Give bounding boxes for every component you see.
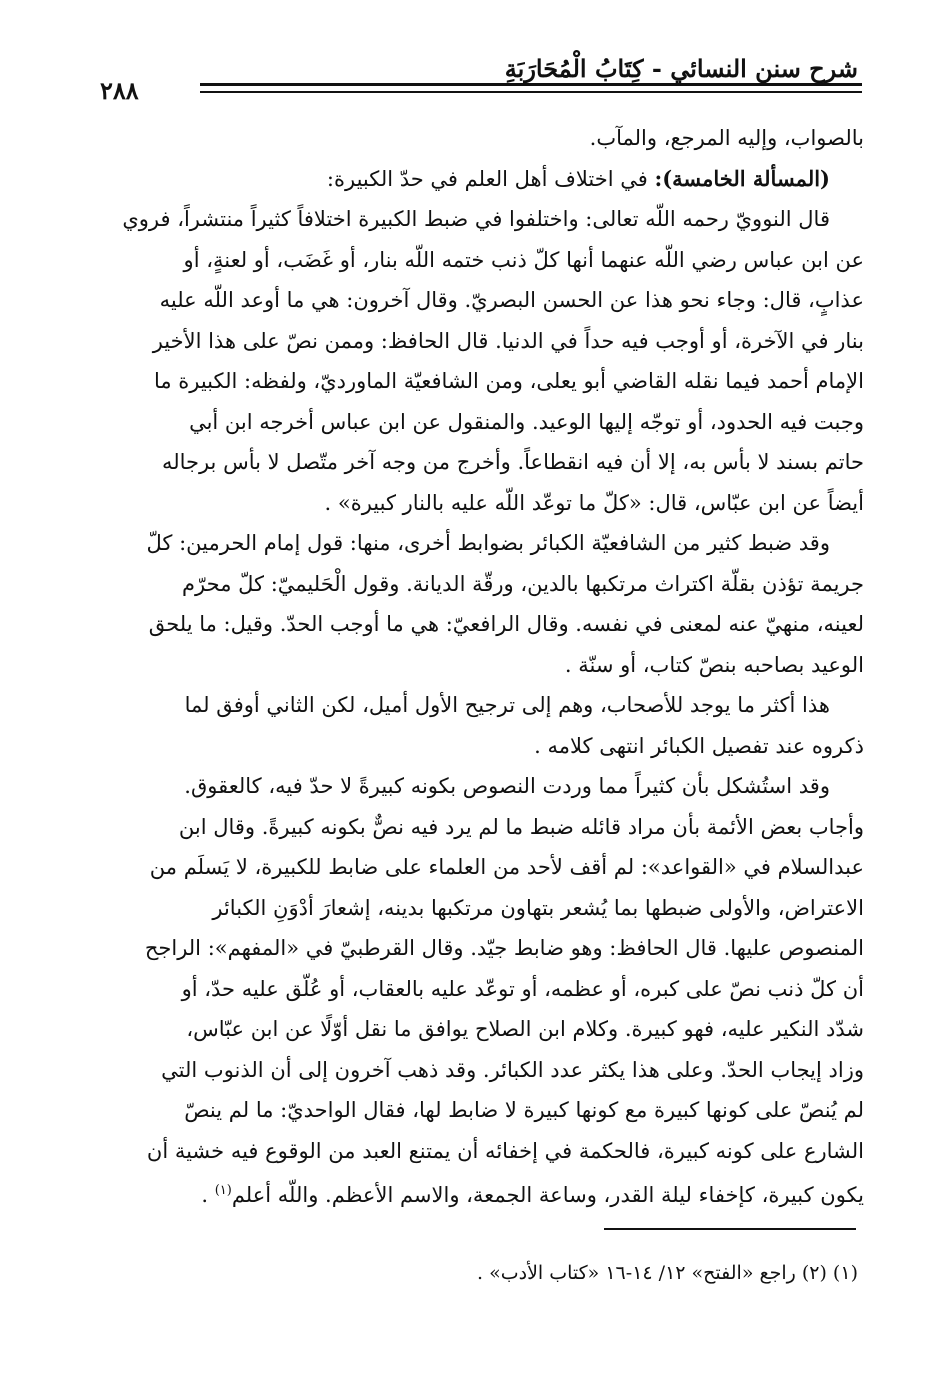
text-line: وجبت فيه الحدود، أو توجّه إليها الوعيد. والمنقول عن ابن عباس أخرجه ابن أبي: [189, 409, 864, 434]
text-line: ذكروه عند تفصيل الكبائر انتهى كلامه .: [534, 733, 864, 758]
header-rule-thin: [200, 91, 862, 93]
text-line: لعينه، منهيّ عنه لمعنى في نفسه. وقال الرافعيّ: هي ما أوجب الحدّ. وقيل: ما يلحق: [148, 612, 864, 636]
text-line: قال النوويّ رحمه اللّه تعالى: واختلفوا في ضبط الكبيرة اختلافاً كثيراً منتشراً، فروي: [122, 207, 830, 231]
final-dot: .: [201, 1183, 215, 1207]
footnote: (١) (٢) راجع «الفتح» ١٢/ ١٤-١٦ «كتاب الأدب» .: [477, 1262, 858, 1284]
text-line: عذابٍ، قال: وجاء نحو هذا عن الحسن البصريّ. وقال آخرون: هي ما أوعد اللّه عليه: [159, 288, 864, 312]
masala-heading: (المسألة الخامسة):: [654, 165, 830, 191]
text-line: شدّد النكير عليه، فهو كبيرة. وكلام ابن الصلاح يوافق ما نقل أوّلًا عن ابن عبّاس،: [186, 1017, 864, 1041]
text-line: لم يُنصّ على كونها كبيرة مع كونها كبيرة لا ضابط لها، فقال الواحديّ: ما لم ينصّ: [184, 1098, 864, 1122]
running-title: شرح سنن النسائي - كِتَابُ الْمُحَارَبَةِ: [504, 54, 858, 83]
page-number: ٢٨٨: [100, 76, 139, 105]
text-line: عبدالسلام في «القواعد»: لم أقف لأحد من العلماء على ضابط للكبيرة، لا يَسلَم من: [149, 855, 864, 879]
footnote-marker: (١): [214, 1183, 232, 1198]
page-header: [70, 48, 870, 108]
text-line: الاعتراض، والأولى ضبطها بما يُشعر بتهاون مرتكبها بدينه، إشعارَ أدْوَنِ الكبائر: [212, 895, 864, 920]
final-line: [78, 1171, 864, 1216]
text-line: وقد ضبط كثير من الشافعيّة الكبائر بضوابط أخرى، منها: قول إمام الحرمين: كلّ: [146, 531, 830, 555]
text-line: الوعيد بصاحبه بنصّ كتاب، أو سنّة .: [564, 652, 864, 677]
text-line: عن ابن عباس رضي اللّه عنهما أنها كلّ ذنب ختمه اللّه بنار، أو غَضَب، أو لعنةٍ، أو: [183, 247, 864, 272]
text-line: الإمام أحمد فيما نقله القاضي أبو يعلى، ومن الشافعيّة الماورديّ، ولفظه: الكبيرة ما: [153, 369, 864, 393]
header-rule-thick: [200, 83, 862, 86]
final-line-text: يكون كبيرة، كإخفاء ليلة القدر، وساعة الجمعة، والاسم الأعظم. واللّه أعلم: [231, 1183, 864, 1207]
text-line: أن كلّ ذنب نصّ على كبره، أو عظمه، أو توعّد عليه بالعقاب، أو عُلّق عليه حدّ، أو: [181, 976, 864, 1001]
body-text: [78, 118, 864, 1216]
text-line: أيضاً عن ابن عبّاس، قال: «كلّ ما توعّد اللّه عليه بالنار كبيرة» .: [324, 490, 864, 515]
text-line: جريمة تؤذن بقلّة اكتراث مرتكبها بالدين، ورقّة الديانة. وقول الْحَليميّ: كلّ محرّم: [182, 571, 864, 596]
masala-title: في اختلاف أهل العلم في حدّ الكبيرة:: [326, 166, 648, 191]
text-line: وقد استُشكل بأن كثيراً مما وردت النصوص بكونه كبيرةً لا حدّ فيه، كالعقوق.: [184, 774, 830, 798]
text-line: الشارع على كونه كبيرة، فالحكمة في إخفائه أن يمتنع العبد من الوقوع فيه خشية أن: [146, 1138, 864, 1163]
text-line: وزاد إيجاب الحدّ. وعلى هذا يكثر عدد الكبائر. وقد ذهب آخرون إلى أن الذنوب التي: [161, 1057, 864, 1082]
text-line: بالصواب، وإليه المرجع، والمآب.: [589, 126, 864, 150]
text-line: هذا أكثر ما يوجد للأصحاب، وهم إلى ترجيح الأول أميل، لكن الثاني أوفق لما: [184, 693, 830, 717]
text-line: المنصوص عليها. قال الحافظ: وهو ضابط جيّد. وقال القرطبيّ في «المفهم»: الراجح: [144, 936, 864, 960]
masala-heading-line: [78, 159, 864, 200]
text-line: بنار في الآخرة، أو أوجب فيه حداً في الدنيا. قال الحافظ: وممن نصّ على هذا الأخير: [152, 328, 864, 353]
text-line: وأجاب بعض الأئمة بأن مراد قائله ضبط ما لم يرد فيه نصٌّ بكونه كبيرةً. وقال ابن: [178, 814, 864, 839]
footnote-rule: [604, 1228, 856, 1230]
text-line: حاتم بسند لا بأس به، إلا أن فيه انقطاعاً. وأخرج من وجه آخر متّصل لا بأس برجاله: [161, 450, 864, 474]
